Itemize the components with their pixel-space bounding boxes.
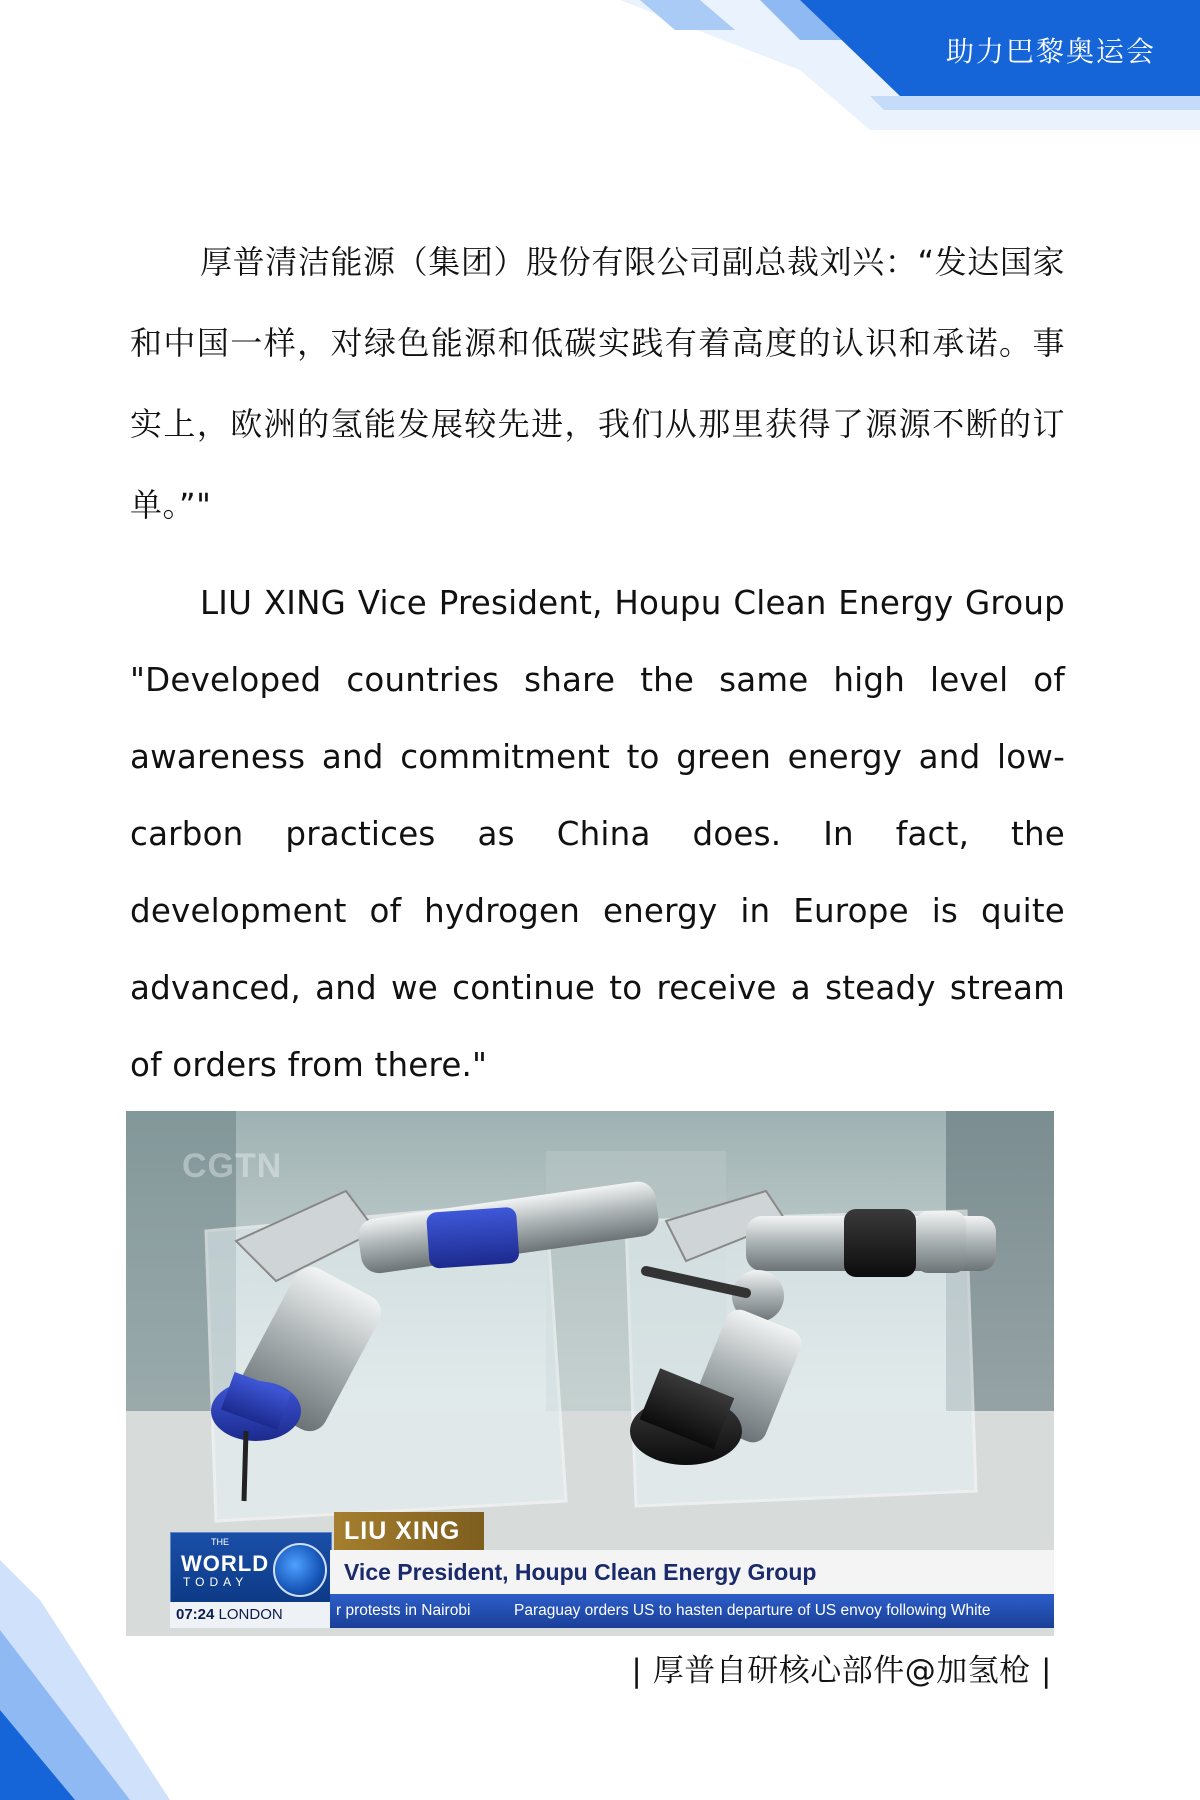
news-lower-third xyxy=(126,1496,1054,1636)
photo-caption: | 厚普自研核心部件@加氢枪 | xyxy=(631,1653,1052,1689)
header-banner xyxy=(0,0,1200,140)
speaker-title: Vice President, Houpu Clean Energy Group xyxy=(330,1550,1054,1594)
globe-icon xyxy=(273,1543,327,1597)
article-paragraph-english: LIU XING Vice President, Houpu Clean Energy Group "Developed countries share the same high level of awareness and commitment to green energy and low-carbon practices as China does. In fact, the development of hydrogen energy in Europe is quite advanced, and we continue to receive a steady stream of orders from there." xyxy=(130,584,1065,1084)
speaker-name-tag: LIU XING xyxy=(334,1512,484,1550)
header-title: 助力巴黎奥运会 xyxy=(945,35,1156,68)
show-logo-sub: TODAY xyxy=(183,1575,249,1589)
channel-watermark: CGTN xyxy=(182,1147,283,1185)
clock-city: LONDON xyxy=(218,1606,283,1623)
news-screenshot-photo xyxy=(126,1111,1054,1636)
news-ticker xyxy=(330,1594,1054,1628)
clock-bar xyxy=(170,1602,330,1628)
show-logo-main: WORLD xyxy=(181,1551,270,1576)
ticker-item-right: Paraguay orders US to hasten departure of US envoy following White xyxy=(514,1602,991,1619)
article-paragraph-chinese: 厚普清洁能源（集团）股份有限公司副总裁刘兴：“发达国家和中国一样，对绿色能源和低碳实践有着高度的认识和承诺。事实上，欧洲的氢能发展较先进，我们从那里获得了源源不断的订单。”" xyxy=(130,243,1065,524)
ticker-item-left: r protests in Nairobi xyxy=(336,1602,471,1619)
show-logo-top: THE xyxy=(211,1537,229,1547)
show-logo xyxy=(170,1532,332,1604)
clock-time: 07:24 xyxy=(176,1606,215,1623)
